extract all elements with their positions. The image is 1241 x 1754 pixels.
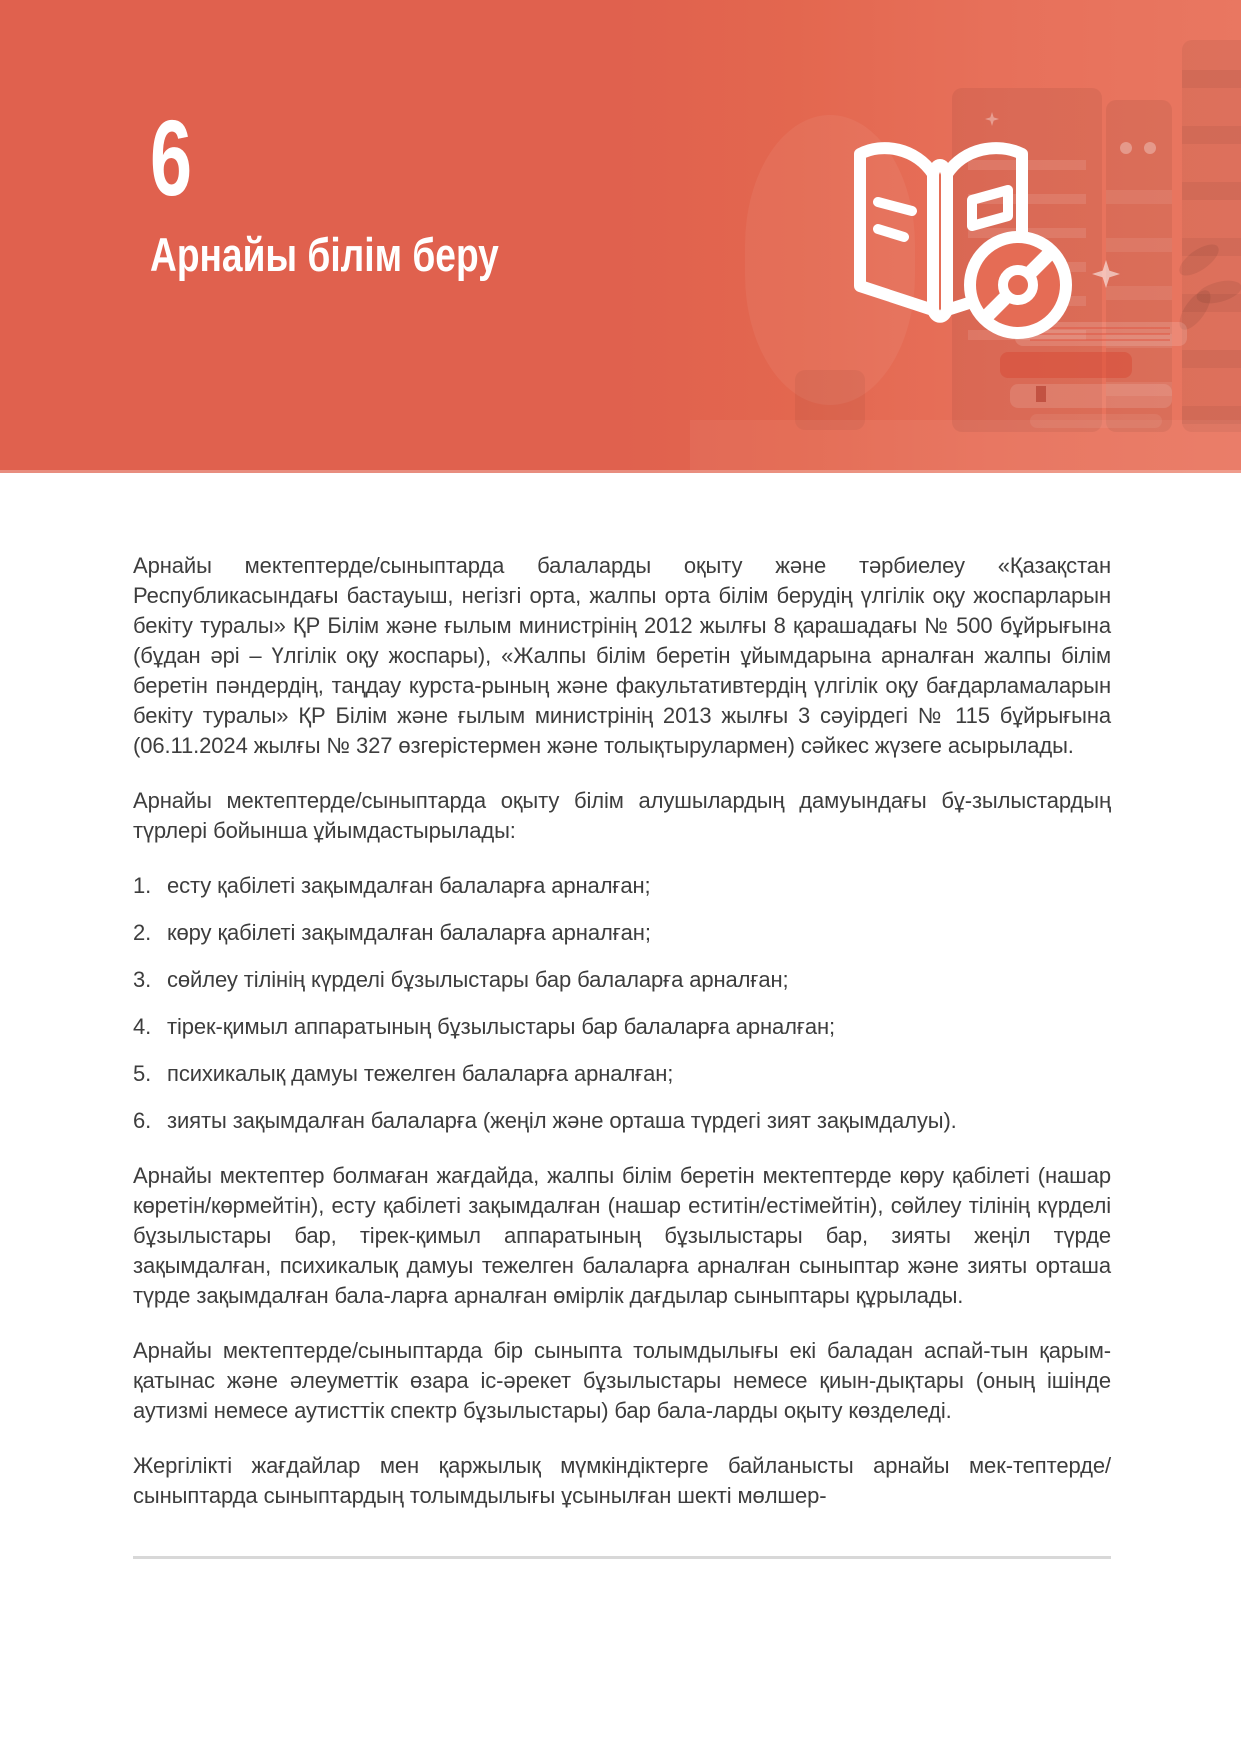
- list-item-number: 1.: [133, 873, 152, 898]
- list-item: [133, 1012, 1111, 1042]
- list-item: [133, 1059, 1111, 1089]
- bg-bookmark-shape: [1036, 386, 1046, 402]
- bg-book-stack-shape: [1010, 384, 1172, 408]
- impairment-types-list: [133, 871, 1111, 1136]
- list-item-number: 2.: [133, 920, 152, 945]
- list-item-text: тірек-қимыл аппаратының бұзылыстары бар балаларға арналған;: [167, 1014, 836, 1039]
- bg-table-surface-shape: [690, 420, 1241, 470]
- paragraph-autism-classes: Арнайы мектептерде/сыныптарда бір сыныпта толымдылығы екі баладан аспай-тын қарым-қатынас және әлеуметтік өзара іс-әрекет бұзылыстары немесе қиын-дықтары (оның ішінде аутизмі немесе аутисттік спектр бұзылыстары) бар бала-ларды оқыту көзделеді.: [133, 1338, 1111, 1423]
- paragraph-regulations: Арнайы мектептерде/сыныптарда балаларды оқыту және тәрбиелеу «Қазақстан Республикасындағы бастауыш, негізгі орта, жалпы орта білім берудің үлгілік оқу жоспарларын бекіту туралы» ҚР Білім және ғылым министрінің 2012 жылғы 8 қарашадағы № 500 бұйрығына (бұдан әрі – Үлгілік оқу жоспары), «Жалпы білім беретін ұйымдарына арналған жалпы білім беретін пәндердің, таңдау курста-рының және факультативтердің үлгілік оқу бағдарламаларын бекіту туралы» ҚР Білім және ғылым министрінің 2013 жылғы 3 сәуірдегі № 115 бұйрығына (06.11.2024 жылғы № 327 өзгерістермен және толықтырулармен) сәйкес жүзеге асырылады.: [133, 553, 1111, 758]
- footer-divider: [133, 1556, 1111, 1559]
- list-item: [133, 1106, 1111, 1136]
- list-item: [133, 918, 1111, 948]
- bg-cabinet-knob: [1120, 142, 1132, 154]
- list-item-text: зияты зақымдалған балаларға (жеңіл және орташа түрдегі зият зақымдалуы).: [167, 1108, 957, 1133]
- bg-book-stack-shape: [1000, 352, 1132, 378]
- list-item-number: 6.: [133, 1108, 152, 1133]
- list-item-number: 5.: [133, 1061, 152, 1086]
- chapter-title: Арнайы білім беру: [150, 228, 499, 281]
- paragraph-local-conditions: Жергілікті жағдайлар мен қаржылық мүмкіндіктерге байланысты арнайы мек-тептерде/сыныптарда сыныптардың толымдылығы ұсынылған шекті мөлшер-: [133, 1453, 1111, 1508]
- list-item-number: 3.: [133, 967, 152, 992]
- bg-cabinet-knob: [1144, 142, 1156, 154]
- page-body: [0, 473, 1241, 1559]
- list-item-text: психикалық дамуы тежелген балаларға арналған;: [167, 1061, 674, 1086]
- chapter-number: 6: [150, 97, 193, 218]
- list-item-number: 4.: [133, 1014, 152, 1039]
- list-item: [133, 871, 1111, 901]
- open-book-with-disc-icon: [846, 138, 1076, 343]
- paragraph-no-special-schools: Арнайы мектептер болмаған жағдайда, жалпы білім беретін мектептерде көру қабілеті (нашар көретін/көрмейтін), есту қабілеті зақымдалған (нашар еститін/естімейтін), сөйлеу тілінің күрделі бұзылыстары бар, тірек-қимыл аппаратының бұзылыстары бар, зияты жеңіл түрде зақымдалған, психикалық дамуы тежелген балаларға арналған сыныптар және зияты орташа түрде зақымдалған бала-ларға арналған өмірлік дағдылар сыныптары құрылады.: [133, 1163, 1111, 1308]
- list-item-text: есту қабілеті зақымдалған балаларға арналған;: [167, 873, 651, 898]
- list-item-text: көру қабілеті зақымдалған балаларға арналған;: [167, 920, 651, 945]
- paragraph-list-intro: Арнайы мектептерде/сыныптарда оқыту білім алушылардың дамуындағы бұ-зылыстардың түрлері бойынша ұйымдастырылады:: [133, 788, 1111, 843]
- list-item-text: сөйлеу тілінің күрделі бұзылыстары бар балаларға арналған;: [167, 967, 789, 992]
- chapter-header-banner: [0, 0, 1241, 473]
- list-item: [133, 965, 1111, 995]
